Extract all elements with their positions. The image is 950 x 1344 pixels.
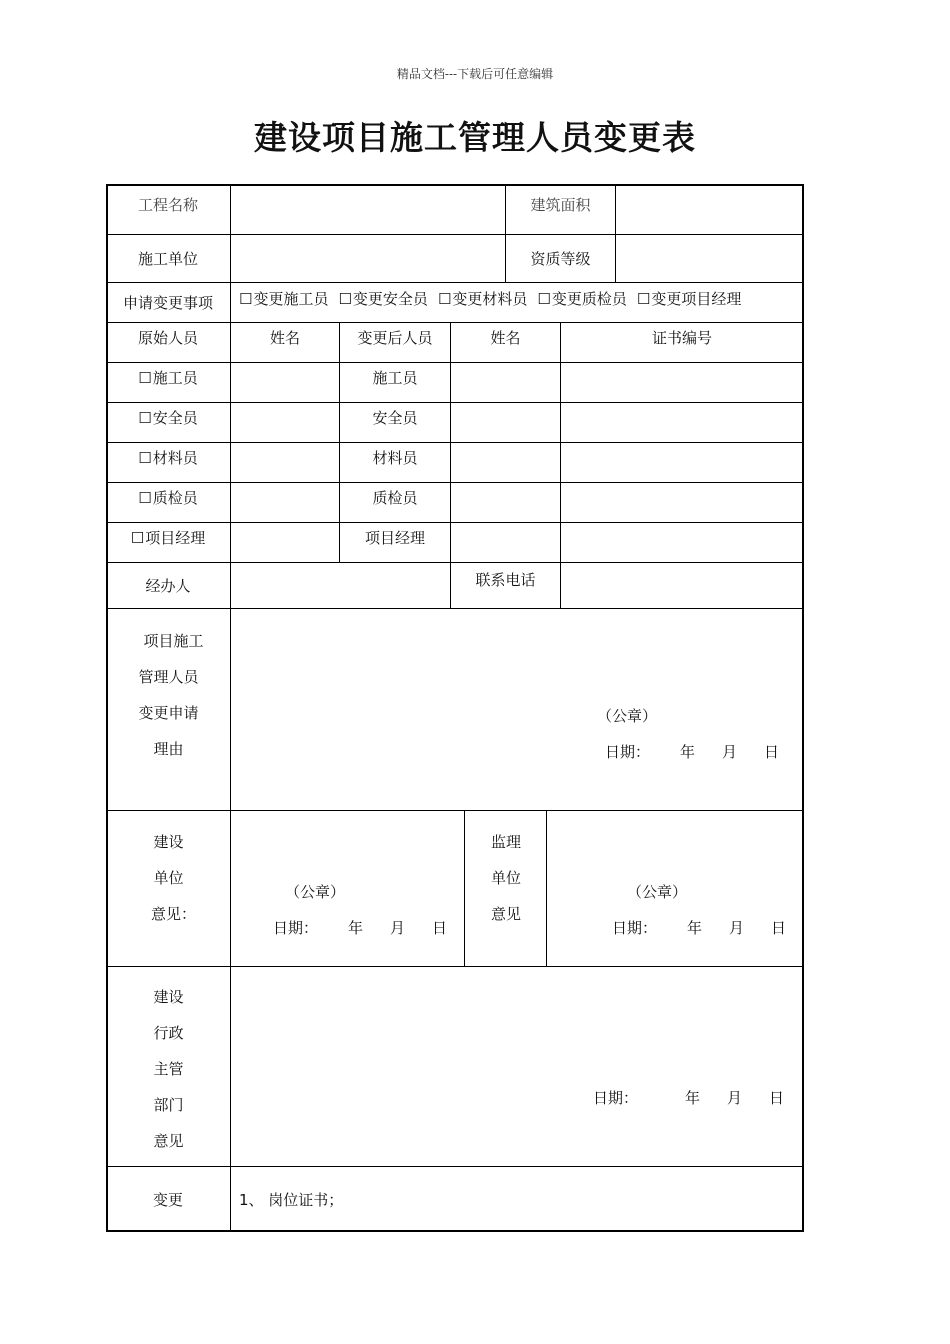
date-label: 日期： bbox=[593, 1089, 639, 1107]
date-month: 月 bbox=[729, 919, 745, 937]
date-year: 年 bbox=[685, 1089, 701, 1107]
label-building-area: 建筑面积 bbox=[506, 184, 616, 235]
role-row-original[interactable]: ☐ 质检员 bbox=[106, 483, 231, 523]
phone-field[interactable] bbox=[561, 563, 804, 609]
change-option-checkbox[interactable]: ☐ 变更项目经理 bbox=[637, 288, 741, 309]
date-label: 日期： bbox=[273, 919, 319, 937]
date-day: 日 bbox=[769, 1089, 785, 1107]
date-month: 月 bbox=[727, 1089, 743, 1107]
role-row-original[interactable]: ☐ 施工员 bbox=[106, 363, 231, 403]
supervisor-opinion-field[interactable] bbox=[547, 811, 804, 967]
seal-text: （公章） bbox=[285, 883, 346, 901]
col-original: 原始人员 bbox=[106, 323, 231, 363]
label-reason: 项目施工 管理人员 变更申请 理由 bbox=[106, 609, 231, 811]
date-day: 日 bbox=[764, 743, 780, 761]
reason-field[interactable] bbox=[231, 609, 804, 811]
label-admin-opinion: 建设 行政 主管 部门 意见 bbox=[106, 967, 231, 1167]
date-year: 年 bbox=[348, 919, 364, 937]
date-day: 日 bbox=[771, 919, 787, 937]
date-day: 日 bbox=[432, 919, 448, 937]
date-year: 年 bbox=[687, 919, 703, 937]
label-owner-opinion: 建设 单位 意见： bbox=[106, 811, 231, 967]
cert-no-cell[interactable] bbox=[561, 403, 804, 443]
original-name-cell[interactable] bbox=[231, 483, 340, 523]
seal-text: （公章） bbox=[627, 883, 688, 901]
header-note: 精品文档---下载后可任意编辑 bbox=[396, 67, 554, 81]
change-item-1: 1、 岗位证书； bbox=[239, 1191, 344, 1209]
admin-opinion-field[interactable] bbox=[231, 967, 804, 1167]
date-label: 日期： bbox=[612, 919, 658, 937]
role-row-original[interactable]: ☐ 材料员 bbox=[106, 443, 231, 483]
construction-unit-field[interactable] bbox=[231, 235, 506, 283]
label-change: 变更 bbox=[106, 1167, 231, 1232]
cert-no-cell[interactable] bbox=[561, 483, 804, 523]
new-name-cell[interactable] bbox=[451, 523, 561, 563]
change-option-checkbox[interactable]: ☐ 变更材料员 bbox=[438, 288, 527, 309]
role-after: 项目经理 bbox=[340, 523, 451, 563]
cert-no-cell[interactable] bbox=[561, 363, 804, 403]
label-phone: 联系电话 bbox=[451, 563, 561, 609]
change-option-checkbox[interactable]: ☐ 变更施工员 bbox=[239, 288, 328, 309]
label-project-name: 工程名称 bbox=[106, 184, 231, 235]
new-name-cell[interactable] bbox=[451, 483, 561, 523]
change-options-row bbox=[231, 283, 804, 323]
role-after: 材料员 bbox=[340, 443, 451, 483]
original-name-cell[interactable] bbox=[231, 443, 340, 483]
label-change-items: 申请变更事项 bbox=[106, 283, 231, 323]
role-after: 安全员 bbox=[340, 403, 451, 443]
cert-no-cell[interactable] bbox=[561, 523, 804, 563]
date-month: 月 bbox=[722, 743, 738, 761]
owner-opinion-field[interactable] bbox=[231, 811, 465, 967]
original-name-cell[interactable] bbox=[231, 523, 340, 563]
date-label: 日期： bbox=[605, 743, 651, 761]
qualification-field[interactable] bbox=[616, 235, 804, 283]
building-area-field[interactable] bbox=[616, 184, 804, 235]
new-name-cell[interactable] bbox=[451, 443, 561, 483]
new-name-cell[interactable] bbox=[451, 363, 561, 403]
role-row-original[interactable]: ☐ 安全员 bbox=[106, 403, 231, 443]
label-supervisor-opinion: 监理 单位 意见 bbox=[465, 811, 547, 967]
col-cert-no: 证书编号 bbox=[561, 323, 804, 363]
role-after: 质检员 bbox=[340, 483, 451, 523]
handler-field[interactable] bbox=[231, 563, 451, 609]
page-title: 建设项目施工管理人员变更表 bbox=[254, 118, 696, 157]
date-year: 年 bbox=[680, 743, 696, 761]
change-option-checkbox[interactable]: ☐ 变更安全员 bbox=[338, 288, 427, 309]
label-construction-unit: 施工单位 bbox=[106, 235, 231, 283]
new-name-cell[interactable] bbox=[451, 403, 561, 443]
cert-no-cell[interactable] bbox=[561, 443, 804, 483]
change-details-field[interactable] bbox=[231, 1167, 804, 1232]
original-name-cell[interactable] bbox=[231, 403, 340, 443]
date-month: 月 bbox=[390, 919, 406, 937]
project-name-field[interactable] bbox=[231, 184, 506, 235]
role-row-original[interactable]: ☐ 项目经理 bbox=[106, 523, 231, 563]
label-qualification: 资质等级 bbox=[506, 235, 616, 283]
col-after-change: 变更后人员 bbox=[340, 323, 451, 363]
seal-text: （公章） bbox=[597, 707, 658, 725]
change-option-checkbox[interactable]: ☐ 变更质检员 bbox=[537, 288, 626, 309]
col-name-2: 姓名 bbox=[451, 323, 561, 363]
col-name-1: 姓名 bbox=[231, 323, 340, 363]
original-name-cell[interactable] bbox=[231, 363, 340, 403]
label-handler: 经办人 bbox=[106, 563, 231, 609]
role-after: 施工员 bbox=[340, 363, 451, 403]
